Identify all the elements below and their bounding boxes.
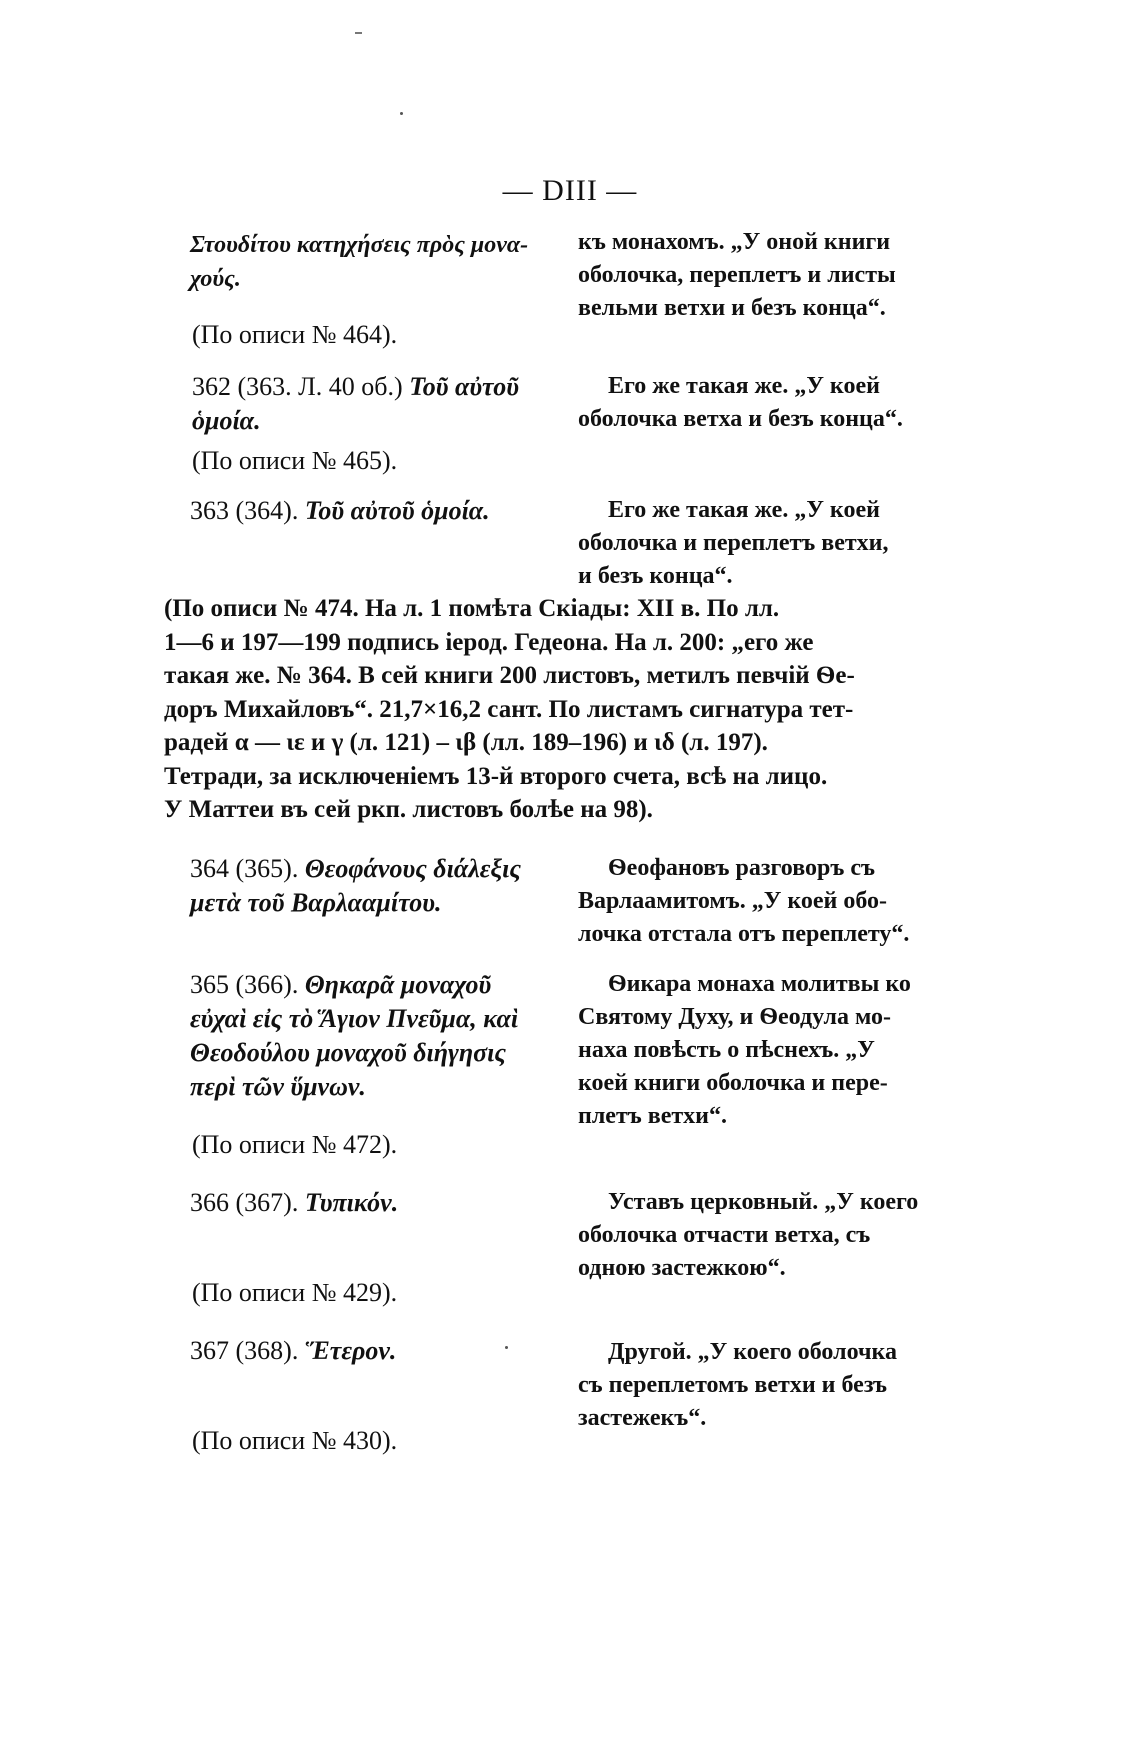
entry-number: 363 (364). [190,496,299,525]
reference: (По описи № 464). [192,320,398,349]
greek-line: χούς. [190,266,241,292]
russian-line: лочка отстала отъ переплету“. [578,921,910,947]
entry-heading [192,370,564,438]
note-line: У Маттеи въ сей ркп. листовъ болѣе на 98). [164,796,653,823]
greek-line: Στουδίτου κατηχήσεις πρὸς μονα- [190,232,529,258]
russian-line: къ монахомъ. „У оной книги [578,229,891,255]
russian-description [578,968,966,1133]
russian-description [578,370,966,436]
description-note [164,592,968,827]
note-line: доръ Михайловъ“. 21,7×16,2 сант. По листамъ сигнатура тет- [164,695,854,723]
greek-title: Τυπικόν. [304,1188,399,1217]
russian-line: Его же такая же. „У коей [608,497,880,523]
entry-heading [190,1186,562,1220]
russian-line: наха повѣсть о пѣснехъ. „У [578,1037,875,1063]
russian-description [578,1186,966,1285]
russian-description [578,494,966,593]
entry-number: 366 (367). [190,1188,299,1217]
russian-description [578,852,966,951]
russian-line: Его же такая же. „У коей [608,373,880,399]
print-mark [355,32,362,34]
russian-line: Святому Духу, и Ѳеодула мо- [578,1004,892,1030]
entry-heading [190,1334,562,1368]
russian-line: Другой. „У коего оболочка [608,1339,897,1365]
russian-line: Ѳикара монаха молитвы ко [608,971,911,997]
entry-number: 367 (368). [190,1336,299,1365]
entry-number: 364 (365). [190,854,299,883]
entry-heading [190,852,550,920]
greek-title: Ἕτερον. [304,1336,397,1365]
note-line: радей α — ιε и γ (л. 121) – ιβ (лл. 189–196) и ιδ (л. 197). [164,729,768,756]
greek-title: Θηκαρᾶ μοναχοῦ εὐχαὶ εἰς τὸ Ἅγιον Πνεῦμα, καὶ Θεοδούλου μοναχοῦ διήγησις περὶ τῶν ὕμνων. [190,970,519,1101]
russian-line: оболочка отчасти ветха, съ [578,1222,871,1248]
russian-description [578,226,966,325]
russian-line: Ѳеофановъ разговоръ съ [608,855,875,881]
reference: (По описи № 465). [192,446,398,475]
russian-line: Уставъ церковный. „У коего [608,1189,919,1215]
greek-title [190,228,562,296]
russian-line: Варлаамитомъ. „У коей обо- [578,888,888,914]
russian-line: оболочка, переплетъ и листы [578,262,896,288]
entry-heading [190,494,562,528]
russian-line: вельми ветхи и безъ конца“. [578,295,886,321]
entry-number: 362 (363. Л. 40 об.) [192,372,403,401]
russian-line: застежекъ“. [578,1405,707,1431]
russian-description [578,1336,966,1435]
note-line: Тетради, за исключеніемъ 13-й второго счета, всѣ на лицо. [164,762,828,790]
reference: (По описи № 430). [192,1426,398,1455]
reference: (По описи № 472). [192,1130,398,1159]
note-line: (По описи № 474. На л. 1 помѣта Скіады: XII в. По лл. [164,595,780,622]
print-mark [400,112,403,115]
russian-line: коей книги оболочка и пере- [578,1070,888,1096]
greek-title: Θεοφάνους διάλεξις μετὰ τοῦ Βαρλααμίτου. [190,854,521,917]
greek-title: Τοῦ αὐτοῦ ὁμοία. [304,496,490,525]
russian-line: и безъ конца“. [578,563,733,589]
russian-line: оболочка и переплетъ ветхи, [578,530,889,556]
russian-line: съ переплетомъ ветхи и безъ [578,1372,888,1398]
russian-line: одною застежкою“. [578,1255,786,1281]
entry-number: 365 (366). [190,970,299,999]
page-number: — DIII — [502,174,638,207]
russian-line: оболочка ветха и безъ конца“. [578,406,903,432]
entry-heading [190,968,550,1104]
greek-title: Τοῦ αὐτοῦ ὁμοία. [192,372,519,435]
note-line: 1—6 и 197—199 подпись іерод. Гедеона. На л. 200: „его же [164,628,814,656]
russian-line: плетъ ветхи“. [578,1103,727,1129]
reference: (По описи № 429). [192,1278,398,1307]
note-line: такая же. № 364. В сей книги 200 листовъ, метилъ певчій Ѳе- [164,662,855,689]
